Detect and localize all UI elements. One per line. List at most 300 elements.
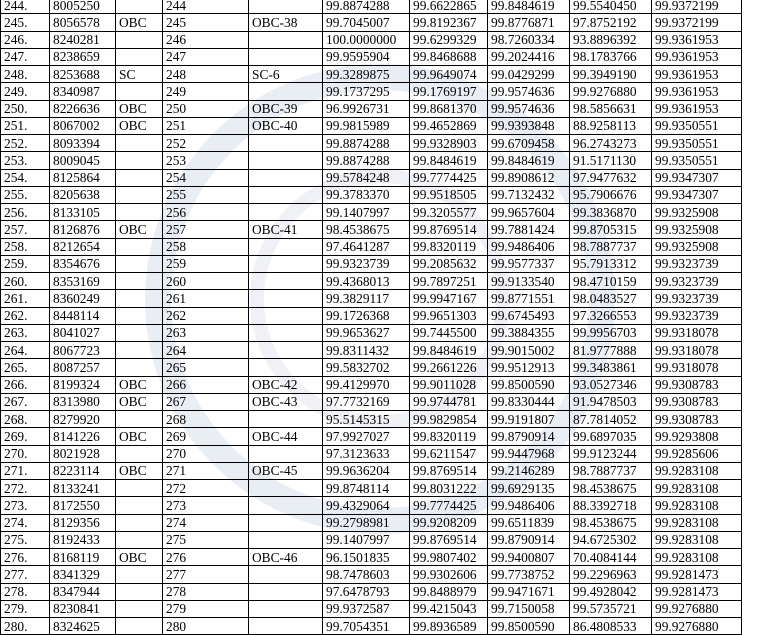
score-5-cell: 99.9293808 <box>652 428 742 445</box>
score-2-cell: 99.3205577 <box>410 204 488 221</box>
category-rank-cell <box>249 307 323 324</box>
score-4-cell: 98.0483527 <box>570 290 652 307</box>
results-table-body <box>1 0 742 635</box>
score-5-cell: 99.9318078 <box>652 324 742 341</box>
table-row <box>1 549 742 566</box>
score-5-cell: 99.9361953 <box>652 100 742 117</box>
score-5-cell: 99.9372199 <box>652 14 742 31</box>
score-2-cell: 99.8484619 <box>410 342 488 359</box>
rank-cell: 267 <box>163 393 249 410</box>
score-1-cell: 99.7045007 <box>323 14 410 31</box>
registration-cell: 8240281 <box>50 31 116 48</box>
registration-cell: 8340987 <box>50 83 116 100</box>
score-5-cell: 99.9361953 <box>652 66 742 83</box>
registration-cell: 8279920 <box>50 411 116 428</box>
category-rank-cell <box>249 359 323 376</box>
serial-number-cell: 250. <box>1 100 50 117</box>
score-5-cell: 99.9318078 <box>652 342 742 359</box>
table-row <box>1 186 742 203</box>
category-rank-cell <box>249 514 323 531</box>
score-5-cell: 99.9276880 <box>652 618 742 635</box>
rank-cell: 251 <box>163 117 249 134</box>
category-rank-cell: SC-6 <box>249 66 323 83</box>
table-row <box>1 531 742 548</box>
registration-cell: 8360249 <box>50 290 116 307</box>
score-4-cell: 81.9777888 <box>570 342 652 359</box>
score-4-cell: 99.3949190 <box>570 66 652 83</box>
table-row <box>1 618 742 635</box>
score-3-cell: 99.6511839 <box>488 514 570 531</box>
score-3-cell: 99.6709458 <box>488 135 570 152</box>
category-cell <box>116 169 163 186</box>
score-2-cell: 99.9651303 <box>410 307 488 324</box>
serial-number-cell: 276. <box>1 549 50 566</box>
score-1-cell: 99.1407997 <box>323 204 410 221</box>
score-2-cell: 99.9011028 <box>410 376 488 393</box>
registration-cell: 8313980 <box>50 393 116 410</box>
score-1-cell: 97.4641287 <box>323 238 410 255</box>
serial-number-cell: 260. <box>1 273 50 290</box>
category-cell <box>116 497 163 514</box>
score-5-cell: 99.9325908 <box>652 221 742 238</box>
category-rank-cell: OBC-45 <box>249 462 323 479</box>
score-3-cell: 99.8790914 <box>488 428 570 445</box>
score-3-cell: 98.7260334 <box>488 31 570 48</box>
score-5-cell: 99.9323739 <box>652 307 742 324</box>
score-4-cell: 99.4928042 <box>570 583 652 600</box>
registration-cell: 8005250 <box>50 0 116 14</box>
score-4-cell: 93.8896392 <box>570 31 652 48</box>
registration-cell: 8226636 <box>50 100 116 117</box>
table-row <box>1 393 742 410</box>
table-row <box>1 376 742 393</box>
score-3-cell: 99.9015002 <box>488 342 570 359</box>
rank-cell: 271 <box>163 462 249 479</box>
category-rank-cell <box>249 566 323 583</box>
category-cell: OBC <box>116 549 163 566</box>
registration-cell: 8067002 <box>50 117 116 134</box>
category-rank-cell: OBC-39 <box>249 100 323 117</box>
score-4-cell: 88.3392718 <box>570 497 652 514</box>
table-row <box>1 290 742 307</box>
score-2-cell: 99.9518505 <box>410 186 488 203</box>
category-rank-cell <box>249 255 323 272</box>
score-5-cell: 99.9361953 <box>652 83 742 100</box>
score-3-cell: 99.0429299 <box>488 66 570 83</box>
registration-cell: 8212654 <box>50 238 116 255</box>
rank-cell: 260 <box>163 273 249 290</box>
score-5-cell: 99.9308783 <box>652 376 742 393</box>
category-cell <box>116 342 163 359</box>
category-cell: OBC <box>116 117 163 134</box>
rank-cell: 250 <box>163 100 249 117</box>
score-3-cell: 99.9133540 <box>488 273 570 290</box>
table-row <box>1 480 742 497</box>
category-rank-cell <box>249 480 323 497</box>
score-1-cell: 98.4538675 <box>323 221 410 238</box>
score-4-cell: 99.9956703 <box>570 324 652 341</box>
score-4-cell: 99.2296963 <box>570 566 652 583</box>
category-cell <box>116 583 163 600</box>
score-3-cell: 99.6929135 <box>488 480 570 497</box>
score-5-cell: 99.9350551 <box>652 152 742 169</box>
score-2-cell: 99.7897251 <box>410 273 488 290</box>
score-5-cell: 99.9350551 <box>652 135 742 152</box>
registration-cell: 8133241 <box>50 480 116 497</box>
category-cell <box>116 48 163 65</box>
rank-cell: 270 <box>163 445 249 462</box>
score-1-cell: 97.3123633 <box>323 445 410 462</box>
category-rank-cell <box>249 48 323 65</box>
score-1-cell: 99.4129970 <box>323 376 410 393</box>
score-3-cell: 99.8484619 <box>488 152 570 169</box>
score-4-cell: 98.7887737 <box>570 462 652 479</box>
registration-cell: 8056578 <box>50 14 116 31</box>
rank-cell: 269 <box>163 428 249 445</box>
score-1-cell: 99.8874288 <box>323 0 410 14</box>
score-3-cell: 99.2146289 <box>488 462 570 479</box>
score-4-cell: 98.4538675 <box>570 514 652 531</box>
registration-cell: 8021928 <box>50 445 116 462</box>
category-cell <box>116 273 163 290</box>
score-5-cell: 99.9347307 <box>652 169 742 186</box>
category-rank-cell: OBC-41 <box>249 221 323 238</box>
score-3-cell: 99.9512913 <box>488 359 570 376</box>
table-row <box>1 497 742 514</box>
serial-number-cell: 278. <box>1 583 50 600</box>
serial-number-cell: 248. <box>1 66 50 83</box>
category-cell <box>116 531 163 548</box>
table-row <box>1 152 742 169</box>
rank-cell: 280 <box>163 618 249 635</box>
score-2-cell: 99.8769514 <box>410 221 488 238</box>
registration-cell: 8087257 <box>50 359 116 376</box>
score-2-cell: 99.2661226 <box>410 359 488 376</box>
serial-number-cell: 262. <box>1 307 50 324</box>
score-5-cell: 99.9283108 <box>652 462 742 479</box>
score-1-cell: 99.4329064 <box>323 497 410 514</box>
serial-number-cell: 261. <box>1 290 50 307</box>
score-5-cell: 99.9361953 <box>652 31 742 48</box>
score-1-cell: 97.7732169 <box>323 393 410 410</box>
serial-number-cell: 252. <box>1 135 50 152</box>
score-4-cell: 98.7887737 <box>570 238 652 255</box>
score-3-cell: 99.9400807 <box>488 549 570 566</box>
registration-cell: 8199324 <box>50 376 116 393</box>
score-3-cell: 99.2024416 <box>488 48 570 65</box>
category-cell <box>116 600 163 617</box>
rank-cell: 249 <box>163 83 249 100</box>
table-row <box>1 566 742 583</box>
category-cell: OBC <box>116 462 163 479</box>
category-cell <box>116 290 163 307</box>
category-cell: OBC <box>116 393 163 410</box>
table-row <box>1 221 742 238</box>
score-5-cell: 99.9281473 <box>652 566 742 583</box>
table-row <box>1 66 742 83</box>
score-2-cell: 99.6299329 <box>410 31 488 48</box>
score-1-cell: 97.6478793 <box>323 583 410 600</box>
score-4-cell: 98.4710159 <box>570 273 652 290</box>
rank-cell: 258 <box>163 238 249 255</box>
serial-number-cell: 268. <box>1 411 50 428</box>
score-1-cell: 99.3783370 <box>323 186 410 203</box>
registration-cell: 8168119 <box>50 549 116 566</box>
rank-cell: 272 <box>163 480 249 497</box>
category-rank-cell: OBC-40 <box>249 117 323 134</box>
category-rank-cell <box>249 411 323 428</box>
registration-cell: 8205638 <box>50 186 116 203</box>
score-5-cell: 99.9372199 <box>652 0 742 14</box>
category-cell <box>116 445 163 462</box>
score-4-cell: 99.6897035 <box>570 428 652 445</box>
rank-cell: 273 <box>163 497 249 514</box>
registration-cell: 8347944 <box>50 583 116 600</box>
score-4-cell: 87.7814052 <box>570 411 652 428</box>
registration-cell: 8126876 <box>50 221 116 238</box>
score-2-cell: 99.8320119 <box>410 428 488 445</box>
score-4-cell: 70.4084144 <box>570 549 652 566</box>
score-2-cell: 99.8769514 <box>410 531 488 548</box>
rank-cell: 278 <box>163 583 249 600</box>
score-1-cell: 99.1737295 <box>323 83 410 100</box>
score-1-cell: 99.9636204 <box>323 462 410 479</box>
registration-cell: 8353169 <box>50 273 116 290</box>
score-3-cell: 99.8790914 <box>488 531 570 548</box>
category-cell <box>116 255 163 272</box>
serial-number-cell: 267. <box>1 393 50 410</box>
serial-number-cell: 275. <box>1 531 50 548</box>
score-2-cell: 99.9302606 <box>410 566 488 583</box>
table-row <box>1 411 742 428</box>
score-2-cell: 99.9328903 <box>410 135 488 152</box>
rank-cell: 279 <box>163 600 249 617</box>
score-1-cell: 99.9815989 <box>323 117 410 134</box>
category-cell: OBC <box>116 221 163 238</box>
score-3-cell: 99.9191807 <box>488 411 570 428</box>
serial-number-cell: 246. <box>1 31 50 48</box>
score-5-cell: 99.9285606 <box>652 445 742 462</box>
score-5-cell: 99.9323739 <box>652 255 742 272</box>
serial-number-cell: 259. <box>1 255 50 272</box>
score-2-cell: 99.7445500 <box>410 324 488 341</box>
rank-cell: 245 <box>163 14 249 31</box>
table-row <box>1 48 742 65</box>
serial-number-cell: 264. <box>1 342 50 359</box>
table-row <box>1 273 742 290</box>
serial-number-cell: 266. <box>1 376 50 393</box>
score-3-cell: 99.9393848 <box>488 117 570 134</box>
category-cell <box>116 152 163 169</box>
category-rank-cell: OBC-38 <box>249 14 323 31</box>
serial-number-cell: 258. <box>1 238 50 255</box>
score-1-cell: 99.5784248 <box>323 169 410 186</box>
table-row <box>1 117 742 134</box>
serial-number-cell: 253. <box>1 152 50 169</box>
score-1-cell: 99.9595904 <box>323 48 410 65</box>
category-cell <box>116 359 163 376</box>
score-2-cell: 99.9649074 <box>410 66 488 83</box>
serial-number-cell: 274. <box>1 514 50 531</box>
score-1-cell: 99.8874288 <box>323 152 410 169</box>
serial-number-cell: 245. <box>1 14 50 31</box>
score-1-cell: 99.1407997 <box>323 531 410 548</box>
rank-cell: 264 <box>163 342 249 359</box>
table-row <box>1 14 742 31</box>
score-5-cell: 99.9347307 <box>652 186 742 203</box>
rank-cell: 268 <box>163 411 249 428</box>
registration-cell: 8125864 <box>50 169 116 186</box>
rank-cell: 259 <box>163 255 249 272</box>
score-2-cell: 99.6211547 <box>410 445 488 462</box>
score-4-cell: 97.9477632 <box>570 169 652 186</box>
score-3-cell: 99.7132432 <box>488 186 570 203</box>
serial-number-cell: 279. <box>1 600 50 617</box>
score-2-cell: 99.6622865 <box>410 0 488 14</box>
score-2-cell: 99.8192367 <box>410 14 488 31</box>
score-4-cell: 95.7913312 <box>570 255 652 272</box>
table-row <box>1 445 742 462</box>
table-row <box>1 83 742 100</box>
table-row <box>1 462 742 479</box>
serial-number-cell: 254. <box>1 169 50 186</box>
score-3-cell: 99.7150058 <box>488 600 570 617</box>
score-1-cell: 96.1501835 <box>323 549 410 566</box>
rank-cell: 274 <box>163 514 249 531</box>
score-4-cell: 99.5540450 <box>570 0 652 14</box>
score-3-cell: 99.7881424 <box>488 221 570 238</box>
registration-cell: 8129356 <box>50 514 116 531</box>
table-row <box>1 600 742 617</box>
score-3-cell: 99.8330444 <box>488 393 570 410</box>
score-5-cell: 99.9281473 <box>652 583 742 600</box>
rank-cell: 244 <box>163 0 249 14</box>
serial-number-cell: 257. <box>1 221 50 238</box>
score-4-cell: 93.0527346 <box>570 376 652 393</box>
category-rank-cell: OBC-43 <box>249 393 323 410</box>
table-row <box>1 428 742 445</box>
category-rank-cell: OBC-44 <box>249 428 323 445</box>
serial-number-cell: 247. <box>1 48 50 65</box>
category-cell <box>116 31 163 48</box>
rank-cell: 254 <box>163 169 249 186</box>
score-3-cell: 99.8484619 <box>488 0 570 14</box>
score-4-cell: 99.3836870 <box>570 204 652 221</box>
score-4-cell: 91.5171130 <box>570 152 652 169</box>
serial-number-cell: 244. <box>1 0 50 14</box>
score-1-cell: 99.8748114 <box>323 480 410 497</box>
category-rank-cell <box>249 600 323 617</box>
category-cell <box>116 83 163 100</box>
serial-number-cell: 277. <box>1 566 50 583</box>
registration-cell: 8223114 <box>50 462 116 479</box>
score-4-cell: 99.5735721 <box>570 600 652 617</box>
score-5-cell: 99.9283108 <box>652 514 742 531</box>
rank-cell: 262 <box>163 307 249 324</box>
score-4-cell: 94.6725302 <box>570 531 652 548</box>
category-rank-cell <box>249 618 323 635</box>
score-1-cell: 99.2798981 <box>323 514 410 531</box>
category-cell: OBC <box>116 14 163 31</box>
rank-cell: 248 <box>163 66 249 83</box>
category-cell: SC <box>116 66 163 83</box>
score-3-cell: 99.8771551 <box>488 290 570 307</box>
score-3-cell: 99.9471671 <box>488 583 570 600</box>
serial-number-cell: 272. <box>1 480 50 497</box>
score-1-cell: 99.9323739 <box>323 255 410 272</box>
registration-cell: 8009045 <box>50 152 116 169</box>
category-cell <box>116 480 163 497</box>
category-cell: OBC <box>116 100 163 117</box>
rank-cell: 266 <box>163 376 249 393</box>
score-2-cell: 99.9829854 <box>410 411 488 428</box>
score-5-cell: 99.9323739 <box>652 290 742 307</box>
score-1-cell: 96.9926731 <box>323 100 410 117</box>
score-5-cell: 99.9318078 <box>652 359 742 376</box>
serial-number-cell: 265. <box>1 359 50 376</box>
registration-cell: 8141226 <box>50 428 116 445</box>
registration-cell: 8067723 <box>50 342 116 359</box>
category-rank-cell <box>249 531 323 548</box>
score-2-cell: 99.2085632 <box>410 255 488 272</box>
registration-cell: 8230841 <box>50 600 116 617</box>
score-3-cell: 99.7738752 <box>488 566 570 583</box>
score-2-cell: 99.4652869 <box>410 117 488 134</box>
serial-number-cell: 270. <box>1 445 50 462</box>
rank-cell: 277 <box>163 566 249 583</box>
serial-number-cell: 251. <box>1 117 50 134</box>
serial-number-cell: 269. <box>1 428 50 445</box>
table-row <box>1 100 742 117</box>
score-2-cell: 99.7774425 <box>410 497 488 514</box>
score-5-cell: 99.9325908 <box>652 238 742 255</box>
rank-cell: 252 <box>163 135 249 152</box>
table-row <box>1 238 742 255</box>
table-row <box>1 324 742 341</box>
category-rank-cell <box>249 324 323 341</box>
score-3-cell: 99.9447968 <box>488 445 570 462</box>
score-4-cell: 99.3483861 <box>570 359 652 376</box>
score-2-cell: 99.9208209 <box>410 514 488 531</box>
score-3-cell: 99.9577337 <box>488 255 570 272</box>
table-row <box>1 307 742 324</box>
registration-cell: 8093394 <box>50 135 116 152</box>
score-2-cell: 99.8769514 <box>410 462 488 479</box>
serial-number-cell: 280. <box>1 618 50 635</box>
score-2-cell: 99.9947167 <box>410 290 488 307</box>
score-3-cell: 99.9657604 <box>488 204 570 221</box>
registration-cell: 8253688 <box>50 66 116 83</box>
score-2-cell: 99.8031222 <box>410 480 488 497</box>
score-1-cell: 99.1726368 <box>323 307 410 324</box>
score-5-cell: 99.9283108 <box>652 531 742 548</box>
table-row <box>1 255 742 272</box>
score-3-cell: 99.8776871 <box>488 14 570 31</box>
score-3-cell: 99.9486406 <box>488 497 570 514</box>
category-rank-cell <box>249 204 323 221</box>
score-3-cell: 99.8908612 <box>488 169 570 186</box>
category-cell <box>116 411 163 428</box>
score-4-cell: 88.9258113 <box>570 117 652 134</box>
score-5-cell: 99.9323739 <box>652 273 742 290</box>
category-rank-cell <box>249 31 323 48</box>
rank-cell: 261 <box>163 290 249 307</box>
score-3-cell: 99.6745493 <box>488 307 570 324</box>
category-rank-cell <box>249 342 323 359</box>
score-5-cell: 99.9276880 <box>652 600 742 617</box>
score-4-cell: 98.4538675 <box>570 480 652 497</box>
category-rank-cell <box>249 152 323 169</box>
